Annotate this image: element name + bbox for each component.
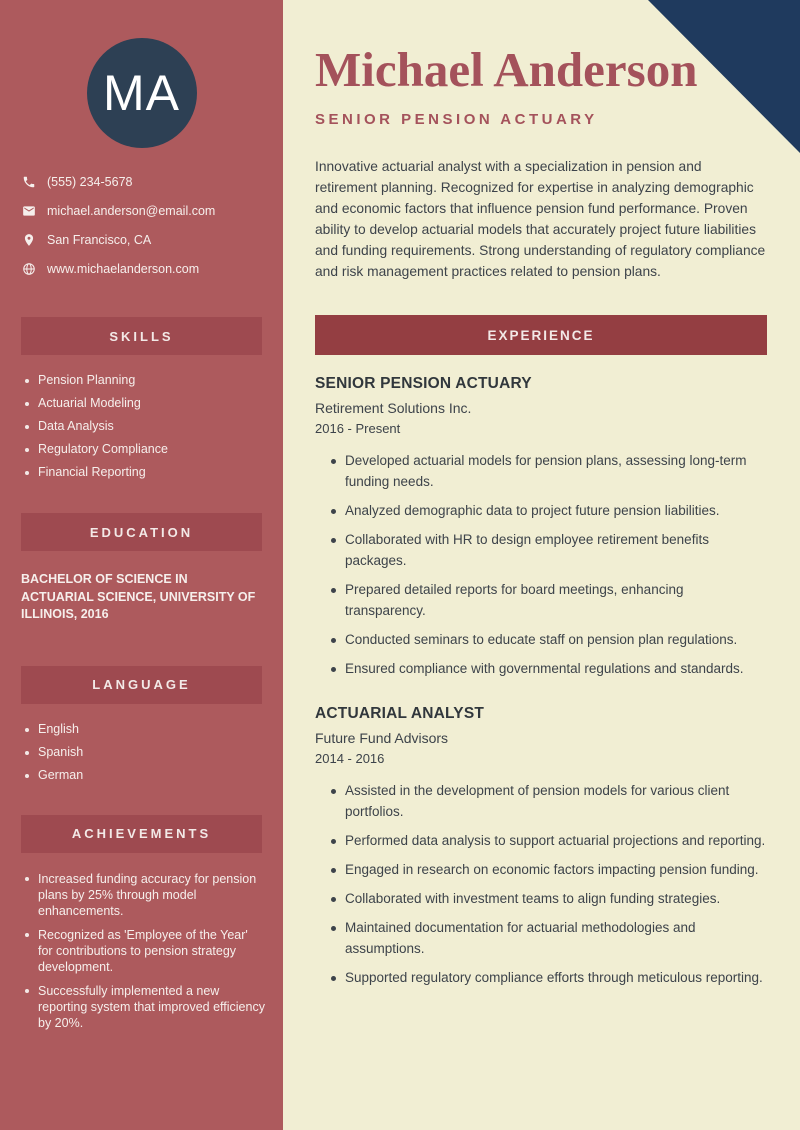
- job-dates: 2016 - Present: [315, 421, 401, 436]
- job-bullet-list: [315, 780, 767, 988]
- job-company: Retirement Solutions Inc.: [315, 400, 472, 416]
- globe-icon: [22, 262, 36, 276]
- education-text: BACHELOR OF SCIENCE IN ACTUARIAL SCIENCE, UNIVERSITY OF ILLINOIS, 2016: [21, 572, 256, 621]
- contact-item-email: [22, 203, 265, 219]
- job-bullet: Analyzed demographic data to project future pension liabilities.: [331, 500, 767, 521]
- language-section-header: LANGUAGE: [21, 666, 262, 704]
- main-content: [283, 0, 800, 1130]
- contact-item-location: [22, 232, 265, 248]
- contact-website-text: www.michaelanderson.com: [47, 262, 200, 276]
- language-item: English: [25, 722, 265, 737]
- job-company: Future Fund Advisors: [315, 730, 449, 746]
- language-item: Spanish: [25, 745, 265, 760]
- contact-item-phone: [22, 174, 265, 190]
- avatar: [87, 38, 197, 148]
- achievements-section-header: ACHIEVEMENTS: [21, 815, 262, 853]
- job-bullet: Assisted in the development of pension models for various client portfolios.: [331, 780, 767, 822]
- job-bullet: Engaged in research on economic factors impacting pension funding.: [331, 859, 767, 880]
- education-section-header: EDUCATION: [21, 513, 262, 551]
- skill-item: Pension Planning: [25, 373, 265, 388]
- experience-section-header: EXPERIENCE: [315, 315, 767, 355]
- job-bullet-list: [315, 450, 767, 679]
- skills-section-header: SKILLS: [21, 317, 262, 355]
- achievement-item: Recognized as 'Employee of the Year' for contributions to pension strategy development.: [25, 927, 265, 975]
- language-item: German: [25, 768, 265, 783]
- job-bullet: Collaborated with HR to design employee retirement benefits packages.: [331, 529, 767, 571]
- contact-phone-text: (555) 234-5678: [47, 175, 133, 189]
- job-bullet: Prepared detailed reports for board meetings, enhancing transparency.: [331, 579, 767, 621]
- skills-list: [0, 373, 283, 480]
- summary-text: Innovative actuarial analyst with a specialization in pension and retirement planning. Recognized for expertise in analyzing demographic and economic factors that influence pension fund performance. Proven ability to develop actuarial models that accurately project future liabilities and funding requirements. Strong understanding of regulatory compliance and risk management practices related to pension plans.: [315, 159, 766, 279]
- achievements-list: [0, 871, 283, 1031]
- contact-email-text: michael.anderson@email.com: [47, 204, 216, 218]
- job-bullet: Ensured compliance with governmental regulations and standards.: [331, 658, 767, 679]
- job-title: ACTUARIAL ANALYST: [315, 705, 485, 722]
- achievement-item: Increased funding accuracy for pension plans by 25% through model enhancements.: [25, 871, 265, 919]
- skill-item: Financial Reporting: [25, 465, 265, 480]
- contact-item-website: [22, 261, 265, 277]
- candidate-name: Michael Anderson: [315, 42, 698, 97]
- email-icon: [22, 204, 36, 218]
- job-title: SENIOR PENSION ACTUARY: [315, 375, 532, 392]
- contact-location-text: San Francisco, CA: [47, 233, 152, 247]
- skill-item: Data Analysis: [25, 419, 265, 434]
- sidebar: [0, 0, 283, 1130]
- job-bullet: Performed data analysis to support actuarial projections and reporting.: [331, 830, 767, 851]
- job-dates: 2014 - 2016: [315, 751, 385, 766]
- location-icon: [22, 233, 36, 247]
- avatar-initials: MA: [103, 65, 180, 121]
- job-bullet: Supported regulatory compliance efforts through meticulous reporting.: [331, 967, 767, 988]
- skill-item: Regulatory Compliance: [25, 442, 265, 457]
- contact-list: [0, 174, 283, 277]
- achievement-item: Successfully implemented a new reporting system that improved efficiency by 20%.: [25, 983, 265, 1031]
- skill-item: Actuarial Modeling: [25, 396, 265, 411]
- phone-icon: [22, 175, 36, 189]
- job-entry-senior-pension-actuary: [315, 375, 767, 679]
- candidate-job-title: SENIOR PENSION ACTUARY: [315, 111, 598, 128]
- job-bullet: Collaborated with investment teams to align funding strategies.: [331, 888, 767, 909]
- job-bullet: Developed actuarial models for pension plans, assessing long-term funding needs.: [331, 450, 767, 492]
- language-list: [0, 722, 283, 783]
- job-bullet: Conducted seminars to educate staff on pension plan regulations.: [331, 629, 767, 650]
- job-entry-actuarial-analyst: [315, 705, 767, 988]
- job-bullet: Maintained documentation for actuarial methodologies and assumptions.: [331, 917, 767, 959]
